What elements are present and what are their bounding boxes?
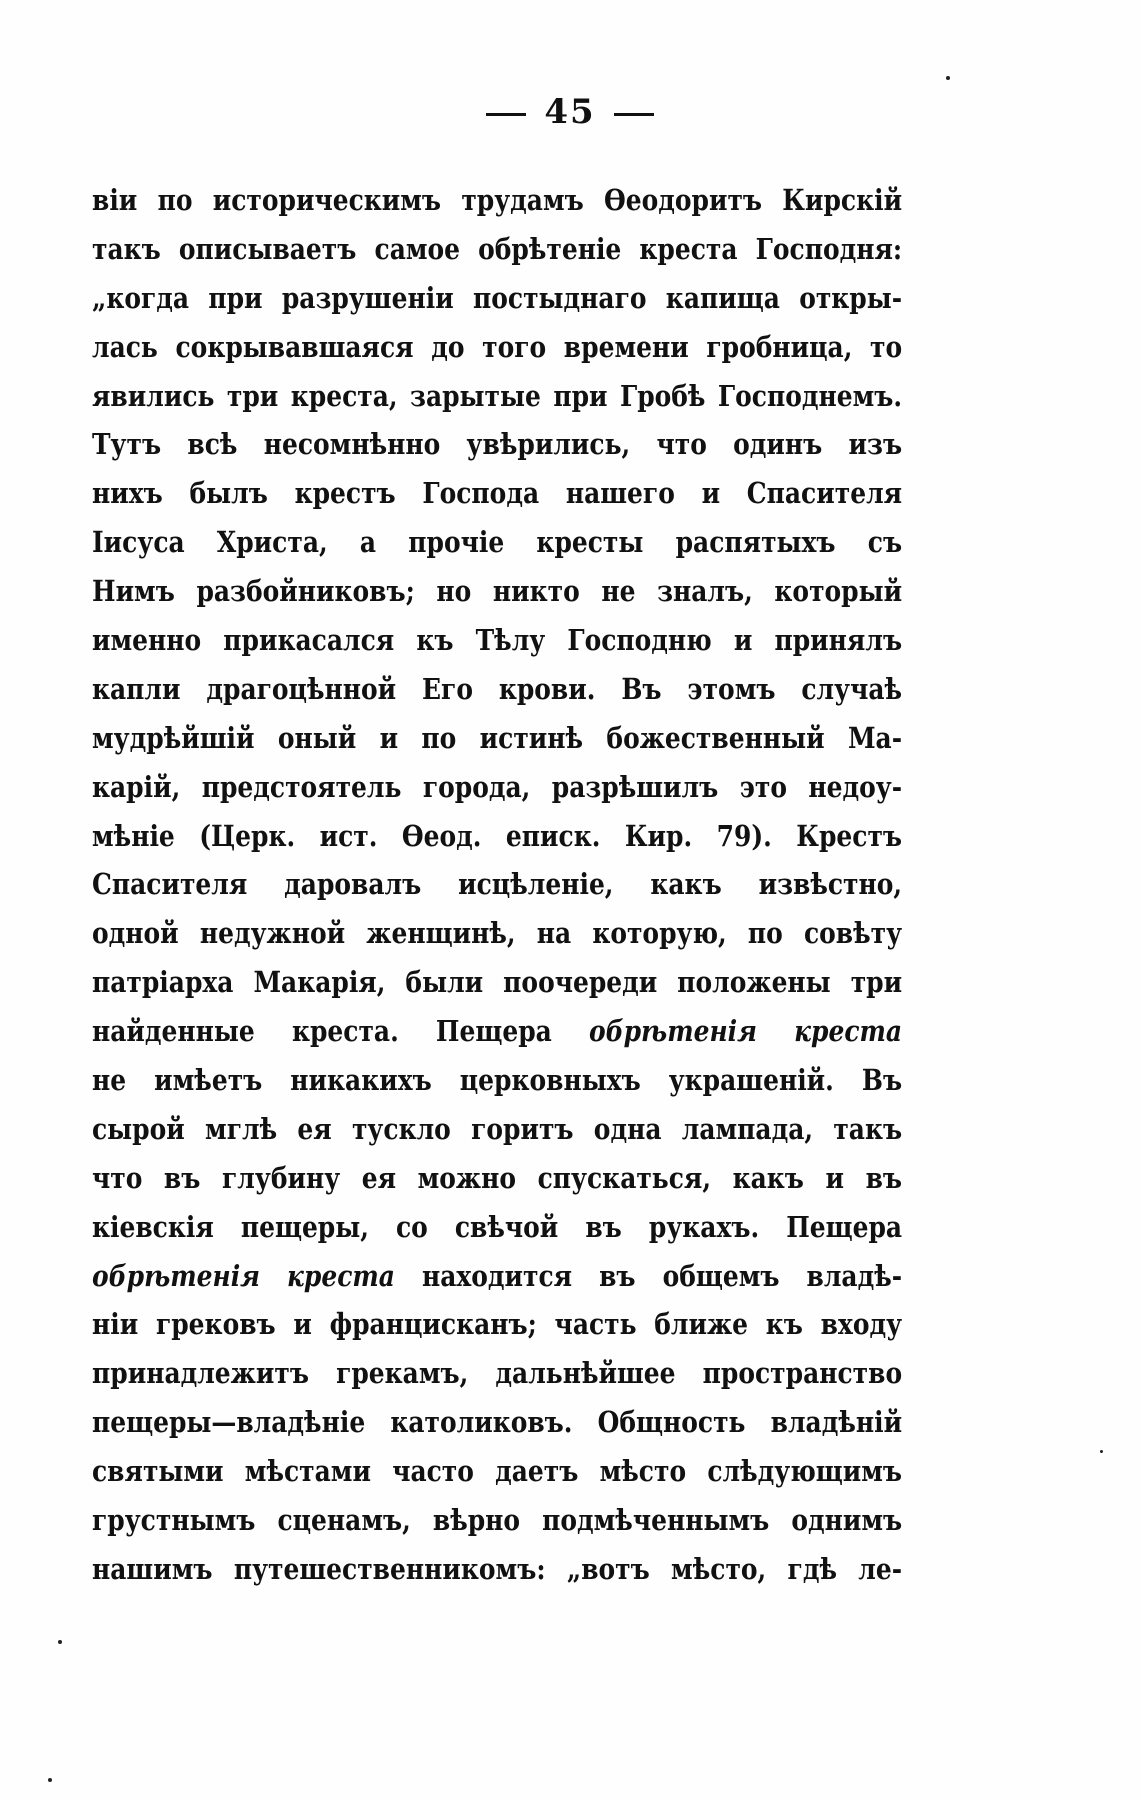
word: что bbox=[92, 1160, 143, 1195]
word: „вотъ bbox=[566, 1551, 650, 1586]
text-line bbox=[92, 1203, 902, 1252]
word: не bbox=[601, 574, 636, 609]
text-line bbox=[92, 1300, 902, 1349]
word: мѣніе bbox=[92, 818, 175, 853]
word: пещеры, bbox=[240, 1209, 369, 1244]
word: драгоцѣнной bbox=[206, 671, 397, 706]
word: Кир. bbox=[624, 818, 693, 853]
word: даетъ bbox=[495, 1454, 579, 1489]
word: женщинѣ, bbox=[366, 916, 516, 951]
word: креста, bbox=[290, 378, 398, 413]
text-line bbox=[92, 176, 902, 225]
word: этомъ bbox=[687, 671, 776, 706]
word: кіевскія bbox=[92, 1209, 214, 1244]
word: въ bbox=[585, 1209, 622, 1244]
emphasized-word: креста bbox=[287, 1258, 395, 1293]
word: трудамъ bbox=[461, 183, 584, 217]
word: и bbox=[379, 720, 399, 755]
word: именно bbox=[92, 623, 202, 658]
word: нашимъ bbox=[92, 1551, 213, 1586]
word: былъ bbox=[189, 476, 268, 511]
word: сокрывавшаяся bbox=[175, 329, 414, 364]
word: ле- bbox=[858, 1551, 903, 1586]
word: города, bbox=[422, 769, 531, 804]
word: недоу- bbox=[808, 769, 903, 804]
word: Крестъ bbox=[796, 818, 903, 853]
word: Ѳеодоритъ bbox=[604, 183, 763, 217]
text-line bbox=[92, 1349, 902, 1398]
word: часто bbox=[392, 1454, 474, 1489]
word: зналъ, bbox=[657, 574, 753, 609]
word: въ bbox=[599, 1258, 636, 1293]
word: владѣній bbox=[770, 1405, 903, 1440]
word: такъ bbox=[92, 231, 161, 266]
word: общемъ bbox=[662, 1258, 780, 1293]
text-line bbox=[92, 469, 902, 518]
word: Господнемъ. bbox=[717, 378, 903, 413]
text-line bbox=[92, 958, 902, 1007]
text-line bbox=[92, 1252, 902, 1301]
word: слѣдующимъ bbox=[707, 1454, 903, 1489]
word: однимъ bbox=[791, 1503, 903, 1538]
word: капища bbox=[665, 280, 780, 315]
word: тускло bbox=[351, 1111, 451, 1146]
word: а bbox=[359, 525, 377, 560]
word: три bbox=[850, 965, 903, 1000]
word: Господа bbox=[422, 476, 540, 511]
word: никакихъ bbox=[290, 1063, 432, 1098]
word: найденные bbox=[92, 1014, 255, 1049]
word: къ bbox=[765, 1307, 803, 1342]
word: мглѣ bbox=[205, 1111, 278, 1146]
word: совѣту bbox=[803, 916, 903, 951]
word: какъ bbox=[650, 867, 722, 902]
text-line bbox=[92, 1007, 902, 1056]
word: свѣчой bbox=[454, 1209, 559, 1244]
word: сырой bbox=[92, 1111, 185, 1146]
word: патріарха bbox=[92, 965, 234, 1000]
word: Гробѣ bbox=[619, 378, 706, 413]
word: находится bbox=[421, 1258, 573, 1293]
word: времени bbox=[563, 329, 689, 364]
word: Господню bbox=[567, 623, 712, 658]
emphasized-word: обрѣтенія bbox=[92, 1258, 261, 1293]
text-line bbox=[92, 567, 902, 616]
word: капли bbox=[92, 671, 181, 706]
text-line bbox=[92, 860, 902, 909]
text-line bbox=[92, 1545, 902, 1594]
word: положены bbox=[677, 965, 831, 1000]
word: мѣсто, bbox=[671, 1551, 767, 1586]
paper-speck bbox=[48, 1778, 52, 1782]
word: того bbox=[482, 329, 547, 364]
text-line bbox=[92, 323, 902, 372]
word: францисканъ; bbox=[329, 1307, 537, 1342]
word: гробница, bbox=[706, 329, 853, 364]
word: недужной bbox=[199, 916, 346, 951]
word: подмѣченнымъ bbox=[542, 1503, 770, 1538]
word: Ма- bbox=[847, 720, 903, 755]
word: часть bbox=[554, 1307, 637, 1342]
text-line bbox=[92, 1105, 902, 1154]
word: въ bbox=[865, 1160, 903, 1195]
word: и bbox=[701, 476, 721, 511]
word: въ bbox=[163, 1160, 201, 1195]
word: грекамъ, bbox=[336, 1356, 469, 1391]
word: извѣстно, bbox=[758, 867, 903, 902]
word: Макарія, bbox=[253, 965, 386, 1000]
page-number-header bbox=[0, 92, 1140, 132]
word: грустнымъ bbox=[92, 1503, 256, 1538]
word: лась bbox=[92, 329, 158, 364]
word: Въ bbox=[621, 671, 662, 706]
word: прочіе bbox=[408, 525, 505, 560]
text-line bbox=[92, 1447, 902, 1496]
text-line bbox=[92, 274, 902, 323]
word: на bbox=[536, 916, 572, 951]
word: нашего bbox=[565, 476, 675, 511]
word: несомнѣнно bbox=[263, 427, 441, 462]
word: карій, bbox=[92, 769, 181, 804]
word: Пещера bbox=[435, 1014, 552, 1049]
word: креста bbox=[639, 231, 738, 266]
word: разрѣшилъ bbox=[551, 769, 719, 804]
word: откры- bbox=[799, 280, 903, 315]
word: исцѣленіе, bbox=[458, 867, 614, 902]
left-dash-icon bbox=[486, 113, 526, 116]
text-line bbox=[92, 1056, 902, 1105]
word: Спасителя bbox=[92, 867, 248, 902]
word: Его bbox=[422, 671, 473, 706]
word: ніи bbox=[92, 1307, 139, 1342]
word: спускаться, bbox=[537, 1160, 712, 1195]
word: крестъ bbox=[294, 476, 396, 511]
word: католиковъ. bbox=[390, 1405, 573, 1440]
word: ея bbox=[361, 1160, 397, 1195]
word: распятыхъ bbox=[675, 525, 836, 560]
text-line bbox=[92, 1154, 902, 1203]
word: сценамъ, bbox=[277, 1503, 411, 1538]
word: разбойниковъ; bbox=[196, 574, 415, 609]
word: Спасителя bbox=[746, 476, 903, 511]
word: что bbox=[656, 427, 707, 462]
word: даровалъ bbox=[284, 867, 422, 902]
word: принадлежитъ bbox=[92, 1356, 309, 1391]
word: украшеній. bbox=[668, 1063, 834, 1098]
word: который bbox=[774, 574, 903, 609]
word: нихъ bbox=[92, 476, 163, 511]
word: церковныхъ bbox=[459, 1063, 641, 1098]
emphasized-word: обрѣтенія bbox=[588, 1014, 757, 1049]
word: всѣ bbox=[187, 427, 238, 462]
text-line bbox=[92, 909, 902, 958]
word: 79). bbox=[716, 818, 772, 853]
word: и bbox=[733, 623, 753, 658]
word: Ѳеод. bbox=[401, 818, 482, 853]
word: по bbox=[157, 183, 193, 217]
text-line bbox=[92, 518, 902, 567]
word: со bbox=[395, 1209, 428, 1244]
word: постыднаго bbox=[473, 280, 647, 315]
word: до bbox=[431, 329, 465, 364]
word: которую, bbox=[592, 916, 727, 951]
word: одной bbox=[92, 916, 179, 951]
word: „когда bbox=[92, 280, 190, 315]
word: глубину bbox=[221, 1160, 341, 1195]
word: то bbox=[870, 329, 903, 364]
word: святыми bbox=[92, 1454, 224, 1489]
word: ист. bbox=[319, 818, 378, 853]
word: явились bbox=[92, 378, 215, 413]
word: ея bbox=[297, 1111, 332, 1146]
word: предстоятель bbox=[201, 769, 402, 804]
word: зарытые bbox=[410, 378, 541, 413]
word: не bbox=[92, 1063, 127, 1098]
word: путешественникомъ: bbox=[233, 1551, 546, 1586]
word: входу bbox=[820, 1307, 903, 1342]
text-line bbox=[92, 665, 902, 714]
word: можно bbox=[417, 1160, 517, 1195]
text-line bbox=[92, 616, 902, 665]
word: Кирскій bbox=[782, 183, 903, 217]
word: увѣрились, bbox=[466, 427, 631, 462]
text-line bbox=[92, 763, 902, 812]
word: имѣетъ bbox=[154, 1063, 263, 1098]
text-line bbox=[92, 1496, 902, 1545]
word: были bbox=[405, 965, 484, 1000]
word: къ bbox=[416, 623, 454, 658]
text-line bbox=[92, 225, 902, 274]
word: такъ bbox=[833, 1111, 903, 1146]
word: мудрѣйшій bbox=[92, 720, 255, 755]
text-line bbox=[92, 812, 902, 861]
word: принялъ bbox=[774, 623, 903, 658]
word: рукахъ. bbox=[648, 1209, 760, 1244]
word: при bbox=[208, 280, 263, 315]
word: Пещера bbox=[786, 1209, 903, 1244]
page-number: 45 bbox=[544, 92, 596, 132]
word: креста. bbox=[291, 1014, 399, 1049]
word: Тѣлу bbox=[475, 623, 546, 658]
word: крови. bbox=[498, 671, 596, 706]
word: истинѣ bbox=[479, 720, 584, 755]
word: прикасался bbox=[223, 623, 395, 658]
right-dash-icon bbox=[614, 113, 654, 116]
text-line bbox=[92, 714, 902, 763]
word: какъ bbox=[732, 1160, 804, 1195]
text-line bbox=[92, 1398, 902, 1447]
word: владѣ- bbox=[806, 1258, 903, 1293]
word: случаѣ bbox=[801, 671, 903, 706]
word: одна bbox=[593, 1111, 662, 1146]
text-line bbox=[92, 372, 902, 421]
paper-speck bbox=[946, 76, 950, 80]
word: ближе bbox=[654, 1307, 749, 1342]
word: горитъ bbox=[471, 1111, 574, 1146]
word: дальнѣйшее bbox=[495, 1356, 676, 1391]
word: съ bbox=[867, 525, 903, 560]
word: по bbox=[747, 916, 783, 951]
word: описываетъ bbox=[178, 231, 357, 266]
word: это bbox=[739, 769, 787, 804]
word: пещеры—владѣніе bbox=[92, 1405, 366, 1440]
body-text bbox=[92, 176, 902, 1594]
word: віи bbox=[92, 183, 138, 217]
word: историческимъ bbox=[212, 183, 442, 217]
word: (Церк. bbox=[199, 818, 296, 853]
word: поочереди bbox=[503, 965, 658, 1000]
word: грековъ bbox=[155, 1307, 276, 1342]
word: Нимъ bbox=[92, 574, 175, 609]
text-line bbox=[92, 420, 902, 469]
word: обрѣтеніе bbox=[478, 231, 622, 266]
word: Христа, bbox=[216, 525, 328, 560]
word: и bbox=[293, 1307, 312, 1342]
word: мѣсто bbox=[599, 1454, 687, 1489]
word: по bbox=[421, 720, 457, 755]
word: Господня: bbox=[755, 231, 903, 266]
word: три bbox=[226, 378, 279, 413]
word: изъ bbox=[848, 427, 903, 462]
word: еписк. bbox=[505, 818, 601, 853]
word: гдѣ bbox=[787, 1551, 837, 1586]
word: кресты bbox=[536, 525, 644, 560]
word: Въ bbox=[861, 1063, 903, 1098]
word: Іисуса bbox=[92, 525, 185, 560]
word: никто bbox=[492, 574, 580, 609]
word: вѣрно bbox=[432, 1503, 521, 1538]
word: и bbox=[825, 1160, 845, 1195]
word: оный bbox=[277, 720, 357, 755]
word: Тутъ bbox=[92, 427, 162, 462]
word: пространство bbox=[702, 1356, 903, 1391]
word: разрушеніи bbox=[281, 280, 454, 315]
paper-speck bbox=[58, 1640, 62, 1644]
word: но bbox=[436, 574, 472, 609]
word: мѣстами bbox=[244, 1454, 371, 1489]
emphasized-word: креста bbox=[794, 1014, 903, 1049]
word: при bbox=[553, 378, 608, 413]
word: лампада, bbox=[681, 1111, 814, 1146]
word: божественный bbox=[606, 720, 825, 755]
paper-speck bbox=[1100, 1450, 1103, 1453]
word: одинъ bbox=[733, 427, 823, 462]
word: самое bbox=[374, 231, 461, 266]
word: Общность bbox=[597, 1405, 746, 1440]
